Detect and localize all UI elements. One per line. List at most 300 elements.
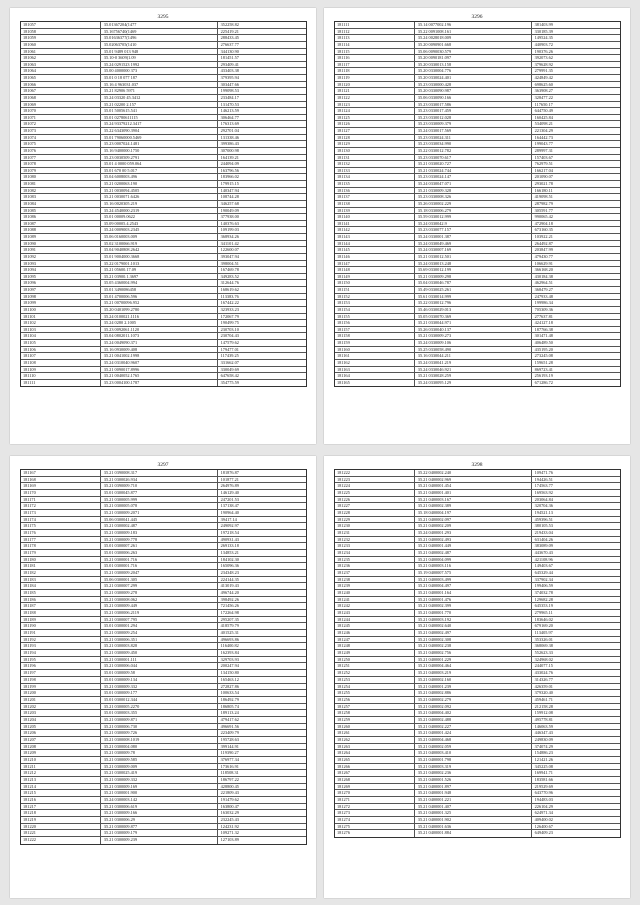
row-value-cell: 446347.43: [534, 730, 553, 736]
table-row: [335, 724, 620, 731]
row-id-cell: 181109: [21, 367, 101, 373]
row-coordinate-cell: 35.19 0400007.575: [415, 570, 532, 576]
page-3: [10, 456, 316, 898]
table-row: [335, 797, 620, 804]
row-id-cell: 181152: [335, 294, 415, 300]
row-coordinate-cell: 35.16 9400000.1750: [101, 148, 218, 154]
row-coordinate-cell: 35.24 0100021.1116: [101, 314, 218, 320]
row-coordinate-cell: 35.24 03320 45.3412: [101, 95, 218, 101]
row-id-cell: 181099: [21, 300, 101, 306]
row-coordinate-cell: 35.21 0300009.778: [101, 537, 218, 543]
row-id-cell: 181256: [335, 697, 415, 703]
row-value-cell: 173616.91: [220, 763, 239, 769]
row-value-cell: 39417.14: [220, 516, 237, 522]
table-row: [335, 657, 620, 664]
row-value-cell: 230704.43: [220, 333, 239, 339]
row-coordinate-cell: 35.21 0300006.351: [101, 637, 218, 643]
row-value-cell: 479417.62: [220, 716, 239, 722]
row-coordinate-cell: 35.01 0300009.134: [101, 677, 218, 683]
table-row: [335, 287, 620, 294]
row-coordinate-cell: 35.01 5005615.541: [101, 108, 218, 114]
row-id-cell: 181073: [21, 128, 101, 134]
row-id-cell: 181228: [335, 510, 415, 516]
row-coordinate-cell: 35.02 3100066.919: [101, 241, 218, 247]
row-coordinate-cell: 35.21 0400002.389: [415, 503, 532, 509]
table-row: [335, 373, 620, 380]
row-id-cell: 181129: [335, 141, 415, 147]
table-row: [21, 830, 306, 837]
table-row: [335, 115, 620, 122]
row-coordinate-cell: 35.21 0300009.278: [101, 590, 218, 596]
row-id-cell: 181145: [335, 247, 415, 253]
row-id-cell: 181263: [335, 744, 415, 750]
table-row: [335, 161, 620, 168]
row-id-cell: 181087: [21, 221, 101, 227]
table-row: [335, 367, 620, 374]
row-id-cell: 181098: [21, 294, 101, 300]
row-id-cell: 181206: [21, 730, 101, 736]
row-value-cell: 106629.91: [534, 260, 553, 266]
row-id-cell: 181168: [21, 477, 101, 483]
row-id-cell: 181259: [335, 717, 415, 723]
table-row: [21, 717, 306, 724]
row-id-cell: 181160: [335, 347, 415, 353]
row-id-cell: 181223: [335, 477, 415, 483]
row-id-cell: 181125: [335, 115, 415, 121]
table-row: [21, 95, 306, 102]
row-coordinate-cell: 35.01 0300012.344: [101, 697, 218, 703]
row-value-cell: 189113.24: [220, 710, 239, 716]
row-id-cell: 181204: [21, 717, 101, 723]
row-value-cell: 330049.69: [220, 366, 239, 372]
row-value-cell: 159651.28: [534, 359, 553, 365]
row-id-cell: 181077: [21, 155, 101, 161]
table-row: [335, 333, 620, 340]
table-row: [335, 737, 620, 744]
row-id-cell: 181133: [335, 168, 415, 174]
row-value-cell: 398004.51: [220, 260, 239, 266]
table-row: [335, 353, 620, 360]
row-coordinate-cell: 35.24 0330007.169: [415, 247, 532, 253]
row-coordinate-cell: 35.21 0300009.179: [101, 830, 218, 836]
row-id-cell: 181252: [335, 670, 415, 676]
table-row: [21, 697, 306, 704]
row-value-cell: 197218.54: [220, 530, 239, 536]
table-row: [21, 55, 306, 62]
row-value-cell: 377938.00: [220, 214, 239, 220]
table-row: [335, 517, 620, 524]
row-id-cell: 181273: [335, 810, 415, 816]
row-coordinate-cell: 35.21 0400004.497: [415, 583, 532, 589]
row-value-cell: 200247.94: [220, 663, 239, 669]
row-coordinate-cell: 35.01 0300009.177: [101, 690, 218, 696]
data-table: [20, 469, 307, 845]
row-coordinate-cell: 35.23 0330077.157: [415, 227, 532, 233]
table-row: [335, 227, 620, 234]
table-row: [21, 750, 306, 757]
page-1: [10, 8, 316, 444]
table-row: [21, 234, 306, 241]
row-id-cell: 181172: [21, 503, 101, 509]
table-row: [335, 663, 620, 670]
row-value-cell: 249830.09: [534, 736, 553, 742]
row-value-cell: 337902.34: [534, 576, 553, 582]
row-coordinate-cell: 35.24 0330017.569: [415, 128, 532, 134]
row-id-cell: 181270: [335, 790, 415, 796]
table-row: [335, 247, 620, 254]
table-row: [335, 623, 620, 630]
row-value-cell: 201090.07: [534, 174, 553, 180]
row-value-cell: 167469.78: [220, 267, 239, 273]
row-value-cell: 279991.35: [534, 68, 553, 74]
row-id-cell: 181078: [21, 161, 101, 167]
row-value-cell: 288433.45: [220, 35, 239, 41]
row-value-cell: 169941.71: [534, 770, 553, 776]
table-row: [21, 757, 306, 764]
table-row: [335, 62, 620, 69]
row-id-cell: 181180: [21, 557, 101, 563]
row-value-cell: 331662.07: [220, 359, 239, 365]
row-coordinate-cell: 35.21 0400001.449: [415, 543, 532, 549]
row-value-cell: 137138.47: [220, 503, 239, 509]
row-value-cell: 199986.34: [534, 300, 553, 306]
row-value-cell: 307000.98: [220, 147, 239, 153]
data-table: [334, 469, 621, 838]
table-row: [21, 141, 306, 148]
row-coordinate-cell: 35.21 0400002.886: [415, 690, 532, 696]
row-value-cell: 160425.84: [534, 114, 553, 120]
table-row: [21, 181, 306, 188]
row-value-cell: 424849.42: [534, 75, 553, 80]
row-id-cell: 181187: [21, 603, 101, 609]
row-id-cell: 181253: [335, 677, 415, 683]
row-coordinate-cell: 35.24 0330047.071: [415, 181, 532, 187]
row-coordinate-cell: 35.21 0200063.190: [101, 181, 218, 187]
row-coordinate-cell: 35.22 0179001.1013: [101, 261, 218, 267]
row-id-cell: 181237: [335, 570, 415, 576]
row-id-cell: 181103: [21, 327, 101, 333]
table-row: [335, 75, 620, 82]
table-row: [21, 677, 306, 684]
table-row: [335, 108, 620, 115]
table-row: [335, 510, 620, 517]
row-id-cell: 181199: [21, 684, 101, 690]
row-id-cell: 181249: [335, 650, 415, 656]
row-coordinate-cell: 35.21 0390009.710: [101, 483, 218, 489]
row-value-cell: 399144.91: [220, 743, 239, 749]
row-value-cell: 134853.21: [220, 550, 239, 556]
row-id-cell: 181234: [335, 550, 415, 556]
table-row: [335, 637, 620, 644]
table-row: [335, 570, 620, 577]
row-value-cell: 103922.21: [534, 234, 553, 239]
row-id-cell: 181173: [21, 510, 101, 516]
row-id-cell: 181272: [335, 804, 415, 810]
row-coordinate-cell: 35.24 0330049.469: [415, 241, 532, 247]
row-value-cell: 631404.26: [534, 536, 553, 542]
row-id-cell: 181213: [21, 777, 101, 783]
row-value-cell: 490931.43: [220, 536, 239, 542]
table-row: [21, 221, 306, 228]
row-coordinate-cell: 35.21 0041002.1998: [101, 353, 218, 359]
row-id-cell: 181196: [21, 663, 101, 669]
row-coordinate-cell: 35.23 0330012.028: [415, 115, 532, 121]
row-coordinate-cell: 35.21 0400001.902: [415, 817, 532, 823]
row-value-cell: 330185.39: [534, 28, 553, 34]
row-value-cell: 157403.67: [534, 154, 553, 160]
row-coordinate-cell: 35.04 6008003.496: [101, 174, 218, 180]
row-id-cell: 181062: [21, 55, 101, 61]
row-coordinate-cell: 35.23 0330070.617: [415, 155, 532, 161]
row-coordinate-cell: 35.21 0330020.727: [415, 161, 532, 167]
row-coordinate-cell: 35.24 0330013.248: [415, 261, 532, 267]
row-id-cell: 181177: [21, 537, 101, 543]
row-value-cell: 269133.18: [220, 543, 239, 549]
row-id-cell: 181257: [335, 704, 415, 710]
row-coordinate-cell: 35.20 0330013.158: [415, 62, 532, 68]
row-id-cell: 181210: [21, 757, 101, 763]
table-row: [21, 82, 306, 89]
row-value-cell: 643770.96: [534, 790, 553, 796]
row-value-cell: 191479.62: [220, 796, 239, 802]
row-id-cell: 181202: [21, 704, 101, 710]
row-value-cell: 219433.04: [534, 530, 553, 536]
row-coordinate-cell: 35.21 0030071.6426: [101, 194, 218, 200]
row-coordinate-cell: 35.22 6343090.3904: [101, 128, 218, 134]
table-row: [335, 804, 620, 811]
row-coordinate-cell: 35.16 4 963031.037: [101, 82, 218, 88]
table-row: [335, 29, 620, 36]
row-value-cell: 165463.12: [220, 676, 239, 682]
row-value-cell: 212158.28: [534, 703, 553, 709]
table-row: [21, 241, 306, 248]
row-coordinate-cell: 35.21 0400001.229: [415, 657, 532, 663]
row-coordinate-cell: 35.21 0300006.2119: [101, 610, 218, 616]
row-value-cell: 293409.41: [220, 61, 239, 67]
row-coordinate-cell: 35.21 0300009.239: [101, 837, 218, 844]
row-coordinate-cell: 35.46 0330029.013: [415, 307, 532, 313]
row-coordinate-cell: 35.21 05600.17.09: [101, 267, 218, 273]
row-value-cell: 149403.67: [534, 563, 553, 569]
row-id-cell: 181058: [21, 29, 101, 35]
row-id-cell: 181236: [335, 563, 415, 569]
row-value-cell: 183581.66: [534, 776, 553, 782]
row-value-cell: 472904.18: [534, 220, 553, 226]
row-value-cell: 289997.31: [534, 147, 553, 153]
row-coordinate-cell: 35.06 0090030.579: [415, 49, 532, 55]
row-value-cell: 419098.51: [534, 194, 553, 200]
table-row: [335, 603, 620, 610]
row-coordinate-cell: 35.22 0330012.796: [415, 300, 532, 306]
table-row: [21, 543, 306, 550]
table-row: [21, 201, 306, 208]
row-value-cell: 273245.08: [534, 353, 553, 359]
row-coordinate-cell: 35.01367204(1477: [101, 22, 218, 28]
row-id-cell: 181209: [21, 750, 101, 756]
row-id-cell: 181134: [335, 174, 415, 180]
table-row: [335, 261, 620, 268]
row-coordinate-cell: 35.21 0090017.8996: [101, 367, 218, 373]
row-id-cell: 181251: [335, 663, 415, 669]
row-value-cell: 312644.76: [220, 280, 239, 286]
row-value-cell: 459461.71: [534, 696, 553, 702]
table-row: [335, 307, 620, 314]
table-row: [21, 490, 306, 497]
table-row: [21, 690, 306, 697]
row-id-cell: 181093: [21, 261, 101, 267]
table-row: [21, 161, 306, 168]
row-id-cell: 181153: [335, 300, 415, 306]
row-value-cell: 184102.30: [220, 556, 239, 562]
row-value-cell: 421108.96: [534, 556, 553, 562]
row-value-cell: 287982.79: [534, 200, 553, 206]
row-coordinate-cell: 35.00 4000000 373: [101, 68, 218, 74]
row-id-cell: 181188: [21, 610, 101, 616]
row-coordinate-cell: 35.18 0400004.197: [415, 510, 532, 516]
row-coordinate-cell: 35.01 4 0000 059.064: [101, 161, 218, 167]
row-id-cell: 181086: [21, 214, 101, 220]
row-id-cell: 181165: [335, 380, 415, 387]
row-coordinate-cell: 35.21 00700096.952: [101, 300, 218, 306]
row-coordinate-cell: 35.06 0160003.009: [101, 234, 218, 240]
row-coordinate-cell: 35.05 0330070.369: [415, 314, 532, 320]
row-coordinate-cell: 35.21 0300009.449: [101, 603, 218, 609]
row-coordinate-cell: 35.21 0300025.419: [101, 770, 218, 776]
row-value-cell: 186805.74: [220, 703, 239, 709]
row-id-cell: 181170: [21, 490, 101, 496]
row-value-cell: 440903.72: [534, 41, 553, 47]
row-id-cell: 181115: [335, 49, 415, 55]
table-row: [335, 221, 620, 228]
row-id-cell: 181221: [21, 830, 101, 836]
row-id-cell: 181211: [21, 764, 101, 770]
row-id-cell: 181112: [335, 29, 415, 35]
row-value-cell: 383089.09: [534, 543, 553, 549]
row-value-cell: 181876.87: [220, 470, 239, 475]
row-id-cell: 181275: [335, 824, 415, 830]
table-row: [21, 128, 306, 135]
row-id-cell: 181178: [21, 543, 101, 549]
row-value-cell: 226104.29: [534, 803, 553, 809]
row-value-cell: 116400.82: [220, 643, 239, 649]
row-coordinate-cell: 35.21 0300007.299: [101, 583, 218, 589]
table-row: [21, 280, 306, 287]
row-coordinate-cell: 35.21 0330044.971: [415, 320, 532, 326]
row-id-cell: 181169: [21, 483, 101, 489]
row-value-cell: 368479.27: [534, 287, 553, 292]
table-row: [21, 227, 306, 234]
row-id-cell: 181121: [335, 88, 415, 94]
table-row: [335, 314, 620, 321]
row-id-cell: 181135: [335, 181, 415, 187]
row-coordinate-cell: 35.21 0400003.410: [415, 750, 532, 756]
table-row: [335, 490, 620, 497]
row-value-cell: 323933.23: [220, 306, 239, 312]
row-coordinate-cell: 35.21 0400003.192: [415, 617, 532, 623]
row-coordinate-cell: 35.24 0330046.921: [415, 367, 532, 373]
table-row: [21, 148, 306, 155]
row-id-cell: 181207: [21, 737, 101, 743]
row-coordinate-cell: 35.21 0300001.716: [101, 557, 218, 563]
row-value-cell: 376977.34: [220, 756, 239, 762]
row-value-cell: 276637.77: [220, 41, 239, 47]
row-value-cell: 393047.94: [220, 253, 239, 259]
table-row: [335, 168, 620, 175]
row-id-cell: 181158: [335, 333, 415, 339]
row-id-cell: 181269: [335, 784, 415, 790]
row-coordinate-cell: 35.21 0300009.585: [101, 757, 218, 763]
table-row: [335, 320, 620, 327]
row-coordinate-cell: 35.20 0090181.097: [415, 55, 532, 61]
table-row: [335, 280, 620, 287]
row-coordinate-cell: 35.21 0400002.308: [415, 637, 532, 643]
row-coordinate-cell: 35.22 0400002.240: [415, 470, 532, 476]
table-row: [335, 697, 620, 704]
row-id-cell: 181100: [21, 307, 101, 313]
row-coordinate-cell: 35.24 93379212.3417: [101, 121, 218, 127]
table-row: [21, 744, 306, 751]
row-value-cell: 293021.78: [534, 181, 553, 186]
row-id-cell: 181146: [335, 254, 415, 260]
row-value-cell: 186492.79: [220, 696, 239, 702]
row-value-cell: 306464.77: [220, 114, 239, 120]
row-id-cell: 181191: [21, 630, 101, 636]
table-row: [21, 373, 306, 380]
row-coordinate-cell: 35.21 0300009.2071: [101, 510, 218, 516]
row-value-cell: 479430.77: [534, 253, 553, 259]
row-coordinate-cell: 35.16 0930009.408: [101, 347, 218, 353]
table-row: [21, 340, 306, 347]
row-value-cell: 100633.54: [220, 690, 239, 696]
row-value-cell: 224144.35: [220, 576, 239, 582]
row-value-cell: 118508.31: [220, 770, 239, 776]
table-row: [21, 637, 306, 644]
row-id-cell: 181219: [21, 817, 101, 823]
row-value-cell: 406489.50: [534, 340, 553, 345]
row-id-cell: 181181: [21, 563, 101, 569]
row-coordinate-cell: 35.24 0291523 1992: [101, 62, 218, 68]
row-value-cell: 344130.90: [220, 48, 239, 54]
table-row: [21, 294, 306, 301]
row-id-cell: 181150: [335, 280, 415, 286]
table-row: [335, 770, 620, 777]
row-coordinate-cell: 35.23 0092061.1120: [101, 327, 218, 333]
row-coordinate-cell: 35.21 0300009.871: [101, 717, 218, 723]
row-value-cell: 320704.36: [534, 503, 553, 509]
row-id-cell: 181081: [21, 181, 101, 187]
table-row: [335, 817, 620, 824]
row-value-cell: 127103.89: [220, 836, 239, 842]
table-row: [335, 300, 620, 307]
row-coordinate-cell: 35.24 0009003.2345: [101, 227, 218, 233]
row-coordinate-cell: 35.01 0300007.261: [101, 543, 218, 549]
row-value-cell: 673160.35: [534, 227, 553, 233]
row-value-cell: 164442.73: [534, 134, 553, 140]
row-id-cell: 181084: [21, 201, 101, 207]
row-id-cell: 181183: [21, 577, 101, 583]
row-id-cell: 181163: [335, 367, 415, 373]
row-id-cell: 181197: [21, 670, 101, 676]
row-id-cell: 181274: [335, 817, 415, 823]
table-row: [21, 550, 306, 557]
table-row: [21, 497, 306, 504]
row-id-cell: 181233: [335, 543, 415, 549]
row-coordinate-cell: 35.16 0330044.211: [415, 353, 532, 359]
row-coordinate-cell: 35.21 0300009.332: [101, 684, 218, 690]
row-value-cell: 190376.26: [534, 48, 553, 54]
row-id-cell: 181182: [21, 570, 101, 576]
row-id-cell: 181130: [335, 148, 415, 154]
